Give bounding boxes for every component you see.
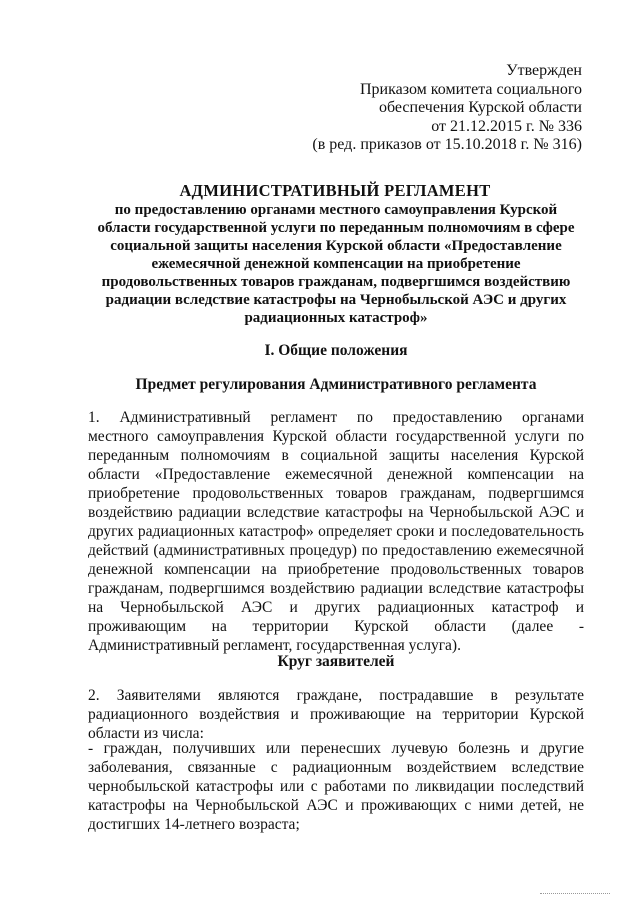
approval-line: (в ред. приказов от 15.10.2018 г. № 316) bbox=[312, 136, 582, 153]
paragraph-line: приобретение продовольственных товаров гражданам, подвергшимся bbox=[88, 485, 584, 502]
approval-block bbox=[312, 62, 582, 155]
paragraph-line: 2. Заявителями являются граждане, пострадавшие в результате bbox=[88, 687, 584, 704]
paragraph-line: достигших 14-летнего возраста; bbox=[88, 816, 300, 833]
subsection-heading: Круг заявителей bbox=[277, 653, 395, 670]
paragraph-line: других радиационных катастроф» определяет сроки и последовательность bbox=[88, 523, 584, 540]
approval-line: Приказом комитета социального bbox=[360, 80, 582, 98]
paragraph-line: действий (административных процедур) по предоставлению ежемесячной bbox=[88, 542, 584, 559]
paragraph-line: чернобыльской катастрофы или с работами по ликвидации последствий bbox=[88, 778, 584, 795]
subtitle-line: ежемесячной денежной компенсации на приобретение bbox=[151, 256, 521, 272]
approval-line: обеспечения Курской области bbox=[378, 99, 582, 116]
paragraph-line: воздействию радиации вследствие катастрофы на Чернобыльской АЭС и bbox=[88, 504, 584, 521]
paragraph-3 bbox=[88, 740, 584, 835]
paragraph-line: местного самоуправления Курской области государственной услуги по bbox=[88, 428, 584, 445]
paragraph-2 bbox=[88, 687, 584, 744]
paragraph-line: области из числа: bbox=[88, 725, 204, 742]
paragraph-line: радиационного воздействия и проживающие на территории Курской bbox=[88, 706, 584, 723]
paragraph-line: проживающим на территории Курской области (далее - bbox=[88, 618, 584, 635]
subtitle-line: социальной защиты населения Курской области «Предоставление bbox=[110, 238, 562, 254]
paragraph-line: гражданам, подвергшимся воздействию радиации вследствие катастрофы bbox=[88, 580, 584, 597]
paragraph-line: Административный регламент, государственная услуга). bbox=[88, 637, 461, 654]
subtitle-line: продовольственных товаров гражданам, подвергшимся воздействию bbox=[101, 274, 571, 290]
paragraph-line: денежной компенсации на приобретение продовольственных товаров bbox=[88, 561, 584, 578]
subtitle-line: радиационных катастроф» bbox=[244, 310, 428, 326]
subsection-heading: Предмет регулирования Административного регламента bbox=[135, 376, 537, 393]
document-subtitle bbox=[88, 201, 584, 327]
paragraph-line: заболевания, связанные с радиационным воздействием вследствие bbox=[88, 759, 584, 776]
subtitle-line: радиации вследствие катастрофы на Чернобыльской АЭС и других bbox=[105, 292, 567, 308]
subtitle-line: по предоставлению органами местного самоуправления Курской bbox=[114, 202, 558, 218]
paragraph-1 bbox=[88, 409, 584, 656]
page-footer-mark bbox=[540, 893, 610, 895]
paragraph-line: катастрофы на Чернобыльской АЭС и проживающих с ними детей, не bbox=[88, 797, 584, 814]
subtitle-line: области государственной услуги по переданным полномочиям в сфере bbox=[97, 220, 575, 236]
paragraph-line: на Чернобыльской АЭС и других радиационных катастроф и bbox=[88, 599, 584, 616]
paragraph-line: 1. Административный регламент по предоставлению органами bbox=[88, 409, 584, 426]
approval-line: Утвержден bbox=[506, 62, 582, 79]
paragraph-line: переданным полномочиям в социальной защиты населения Курской bbox=[88, 447, 584, 464]
document-title: АДМИНИСТРАТИВНЫЙ РЕГЛАМЕНТ bbox=[179, 181, 491, 200]
approval-line: от 21.12.2015 г. № 336 bbox=[431, 117, 582, 135]
paragraph-line: - граждан, получивших или перенесших лучевую болезнь и другие bbox=[88, 740, 584, 757]
section-heading: I. Общие положения bbox=[264, 342, 408, 359]
paragraph-line: области «Предоставление ежемесячной денежной компенсации на bbox=[88, 466, 584, 483]
